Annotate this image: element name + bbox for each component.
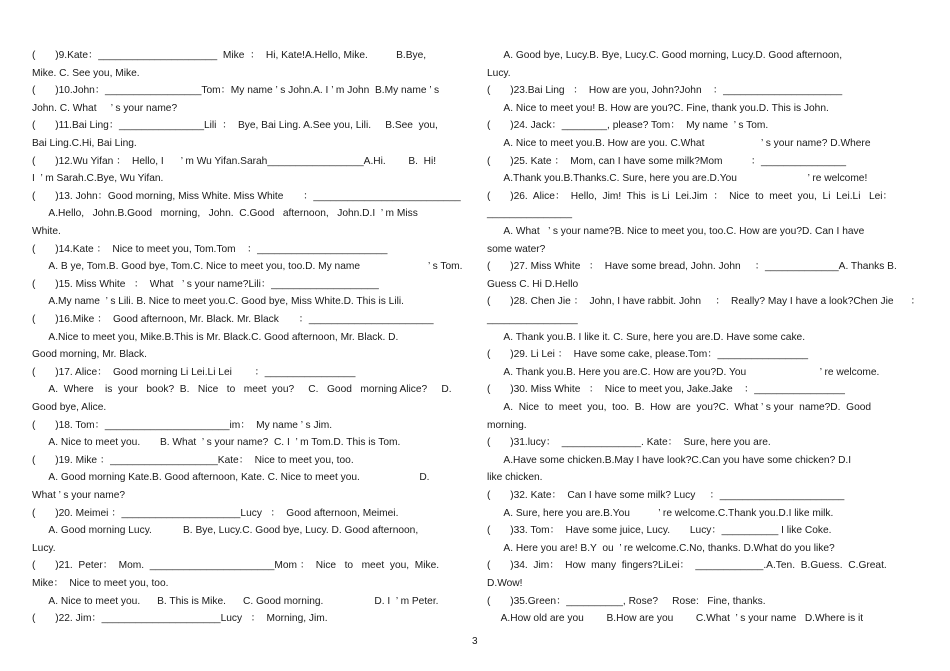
text-line: D.Wow! [487, 578, 523, 589]
text-line: ( )28. Chen Jie ： John, I have rabbit. John ： Really? May I have a look?Chen Jie ： [487, 296, 921, 308]
text-line: A.Hello, John.B.Good morning, John. C.Good afternoon, John.D.I ’ m Miss [32, 208, 418, 220]
text-line: A. Good bye, Lucy.B. Bye, Lucy.C. Good morning, Lucy.D. Good afternoon, [487, 50, 843, 61]
text-line: A.How old are you B.How are you C.What ’ s your name D.Where is it [487, 613, 864, 625]
text-line: ( )29. Li Lei ： Have some cake, please.Tom：________________ [487, 349, 809, 361]
text-line: ( )18. Tom：______________________im： My name ’ s Jim. [32, 419, 333, 431]
text-line: ( )19. Mike ：___________________Kate： Nice to meet you, too. [32, 454, 354, 466]
text-line: ( )32. Kate： Can I have some milk? Lucy ：______________________ [487, 490, 845, 501]
text-line: A.My name ’ s Lili. B. Nice to meet you.C. Good bye, Miss White.D. This is Lili. [32, 296, 404, 308]
text-line: Lucy. [487, 67, 511, 79]
text-line: ( )16.Mike ： Good afternoon, Mr. Black. Mr. Black ：______________________ [32, 314, 434, 325]
text-line: ( )26. Alice： Hello, Jim! This is Li Lei.Jim ： Nice to meet you, Li Lei.Li Lei： [487, 190, 893, 202]
text-line: ( )14.Kate ： Nice to meet you, Tom.Tom ：_______________________ [32, 243, 388, 255]
text-line: like chicken. [487, 472, 543, 484]
text-line: Good bye, Alice. [32, 402, 107, 413]
text-line: ( )31.lucy： ______________. Kate： Sure, here you are. [487, 437, 771, 449]
text-line: A. What ’ s your name?B. Nice to meet you, too.C. How are you?D. Can I have [487, 226, 865, 237]
text-line: ( )21. Peter： Mom. ______________________Mom ： Nice to meet you, Mike. [32, 560, 440, 572]
text-line: A. Good morning Lucy. B. Bye, Lucy.C. Good bye, Lucy. D. Good afternoon, [32, 525, 419, 537]
text-line: ( )35.Green：__________, Rose? Rose: Fine, thanks. [487, 595, 766, 607]
text-line: Mike. C. See you, Mike. [32, 67, 140, 79]
text-line: ( )11.Bai Ling：_______________Lili ： Bye, Bai Ling. A.See you, Lili. B.See you, [32, 120, 438, 132]
text-line: ( )22. Jim：_____________________Lucy ： Morning, Jim. [32, 613, 328, 625]
text-line: A. Nice to meet you. B. This is Mike. C. Good morning. D. I ’ m Peter. [32, 595, 439, 607]
text-line: A. Here you are! B.Y ou ’ re welcome.C.No, thanks. D.What do you like? [487, 542, 835, 554]
text-line: Bai Ling.C.Hi, Bai Ling. [32, 138, 137, 149]
text-line: I ’ m Sarah.C.Bye, Wu Yifan. [32, 173, 164, 185]
text-line: Guess C. Hi D.Hello [487, 278, 579, 290]
text-line: morning. [487, 419, 527, 431]
text-line: ( )24. Jack：________, please? Tom： My name ’ s Tom. [487, 120, 769, 132]
text-line: ( )34. Jim： How many fingers?LiLei： ____________.A.Ten. B.Guess. C.Great. [487, 560, 887, 572]
text-line: _______________ [487, 208, 572, 220]
text-line: A. Thank you.B. Here you are.C. How are you?D. You ’ re welcome. [487, 366, 880, 378]
text-line: ( )10.John：_________________Tom：My name ’ s John.A. I ’ m John B.My name ’ s [32, 85, 440, 97]
text-line: A. Nice to meet you.B. How are you. C.What ’ s your name? D.Where [487, 138, 871, 149]
text-line: some water? [487, 243, 546, 255]
text-line: ( )13. John：Good morning, Miss White. Miss White ：__________________________ [32, 190, 461, 202]
text-line: ( )17. Alice： Good morning Li Lei.Li Lei ：________________ [32, 366, 356, 378]
text-line: A. Good morning Kate.B. Good afternoon, Kate. C. Nice to meet you. D. [32, 472, 430, 484]
text-line: A. Nice to meet you. B. What ’ s your name? C. I ’ m Tom.D. This is Tom. [32, 437, 401, 449]
page-number: 3 [472, 636, 478, 647]
text-line: A. Thank you.B. I like it. C. Sure, here you are.D. Have some cake. [487, 331, 806, 343]
text-line: ( )20. Meimei ：_____________________Lucy ： Good afternoon, Meimei. [32, 507, 399, 519]
text-line: White. [32, 226, 61, 237]
text-line: A.Thank you.B.Thanks.C. Sure, here you are.D.You ’ re welcome! [487, 173, 868, 185]
text-line: A. Sure, here you are.B.You ’ re welcome.C.Thank you.D.I like milk. [487, 507, 834, 519]
text-line: A. Where is your book? B. Nice to meet you? C. Good morning Alice? D. [32, 384, 452, 396]
text-line: A. Nice to meet you! B. How are you?C. Fine, thank you.D. This is John. [487, 102, 829, 114]
text-line: ( )23.Bai Ling ： How are you, John?John ：_____________________ [487, 85, 843, 97]
text-line: Mike： Nice to meet you, too. [32, 578, 169, 589]
text-line: John. C. What ’ s your name? [32, 102, 178, 114]
text-line: ( )30. Miss White ： Nice to meet you, Jake.Jake ：________________ [487, 384, 845, 396]
text-line: ( )25. Kate ： Mom, can I have some milk?Mom ：_______________ [487, 155, 846, 167]
text-line: Lucy. [32, 542, 56, 554]
text-line: ( )9.Kate：_____________________ Mike ： Hi, Kate!A.Hello, Mike. B.Bye, [32, 50, 427, 61]
text-line: A. Nice to meet you, too. B. How are you?C. What ’ s your name?D. Good [487, 402, 872, 413]
text-line: What ’ s your name? [32, 490, 126, 501]
text-line: ( )33. Tom： Have some juice, Lucy. Lucy：__________ I like Coke. [487, 525, 832, 537]
text-line: A.Have some chicken.B.May I have look?C.Can you have some chicken? D.I [487, 454, 852, 466]
text-line: A. B ye, Tom.B. Good bye, Tom.C. Nice to meet you, too.D. My name ’ s Tom. [32, 261, 463, 273]
text-line: ( )15. Miss White ： What ’ s your name?Lili：___________________ [32, 278, 379, 290]
text-line: Good morning, Mr. Black. [32, 349, 147, 361]
text-line: ( )27. Miss White ： Have some bread, John. John ：_____________A. Thanks B. [487, 261, 897, 273]
text-line: ( )12.Wu Yifan ： Hello, I ’ m Wu Yifan.Sarah_________________A.Hi. B. Hi! [32, 155, 437, 167]
text-line: ________________ [487, 314, 578, 325]
text-line: A.Nice to meet you, Mike.B.This is Mr. Black.C. Good afternoon, Mr. Black. D. [32, 331, 399, 343]
